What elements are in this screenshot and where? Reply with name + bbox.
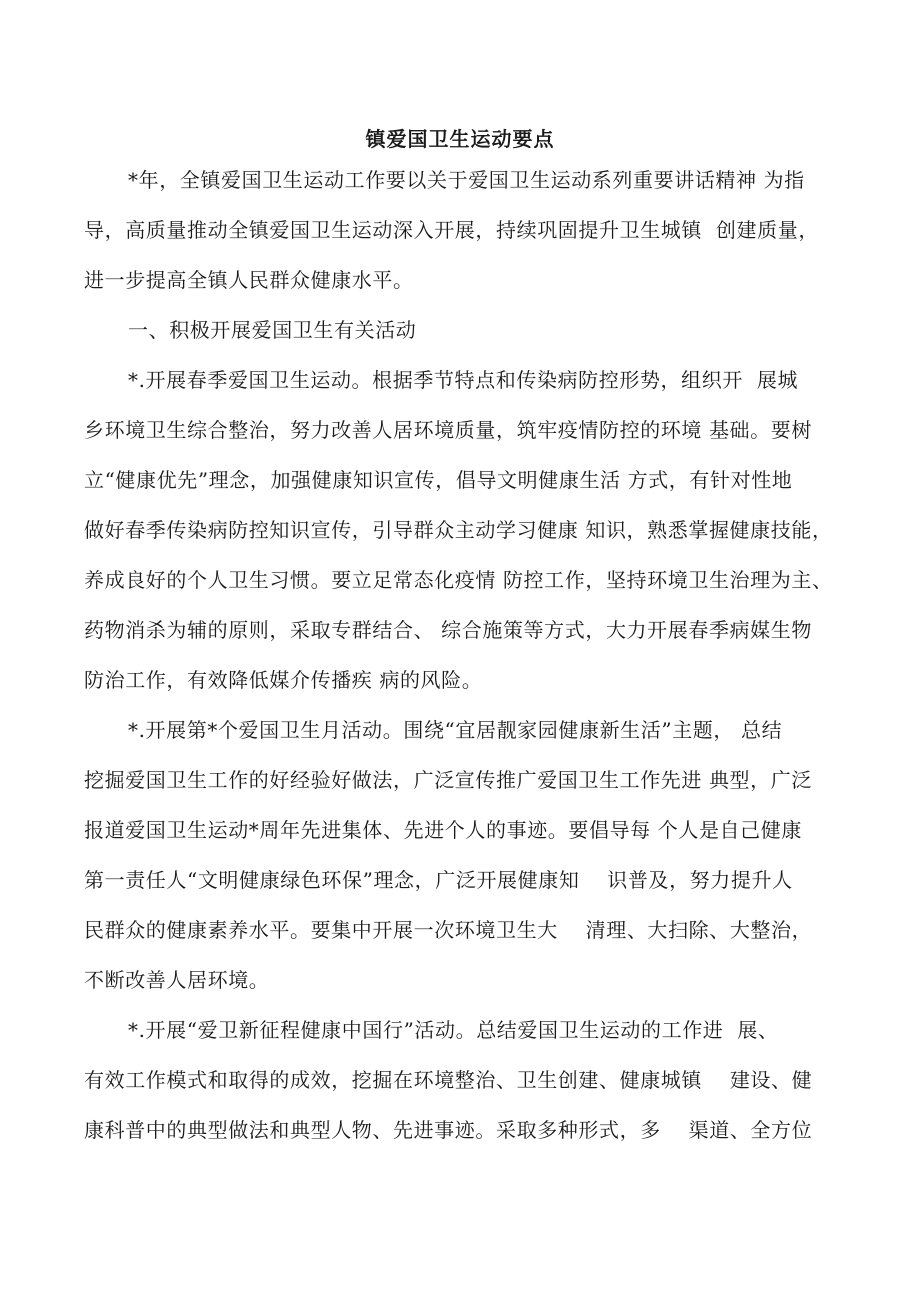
para3-line-2: 有效工作模式和取得的成效，挖掘在环境整治、卫生创建、健康城镇 建设、健 — [84, 1068, 813, 1092]
para3-line-3: 康科普中的典型做法和典型人物、先进事迹。采取多种形式，多 渠道、全方位 — [84, 1118, 813, 1142]
document-title: 镇爱国卫生运动要点 — [365, 127, 555, 151]
para2-line-6: 不断改善人居环境。 — [84, 968, 270, 992]
para2-line-2: 挖掘爱国卫生工作的好经验好做法，广泛宣传推广爱国卫生工作先进 典型，广泛 — [84, 768, 812, 792]
para3-line-1: *.开展“爱卫新征程健康中国行”活动。总结爱国卫生运动的工作进 展、 — [128, 1018, 779, 1042]
para1-line-7: 防治工作，有效降低媒介传播疾 病的风险。 — [84, 668, 483, 692]
para1-line-3: 立“健康优先”理念，加强健康知识宣传，倡导文明健康生活 方式，有针对性地 — [84, 468, 793, 492]
para2-line-4: 第一责任人“文明健康绿色环保”理念，广泛开展健康知 识普及，努力提升人 — [84, 868, 793, 892]
section-heading-1: 一、积极开展爱国卫生有关活动 — [128, 318, 417, 342]
intro-line-3: 进一步提高全镇人民群众健康水平。 — [84, 268, 414, 292]
intro-line-2: 导，高质量推动全镇爱国卫生运动深入开展，持续巩固提升卫生城镇 创建质量， — [84, 218, 819, 242]
intro-line-1: *年，全镇爱国卫生运动工作要以关于爱国卫生运动系列重要讲话精神 为指 — [128, 168, 805, 192]
para1-line-6: 药物消杀为辅的原则，采取专群结合、 综合施策等方式，大力开展春季病媒生物 — [84, 618, 812, 642]
para1-line-1: *.开展春季爱国卫生运动。根据季节特点和传染病防控形势，组织开 展城 — [128, 368, 799, 392]
para2-line-5: 民群众的健康素养水平。要集中开展一次环境卫生大 清理、大扫除、大整治， — [84, 918, 813, 942]
para2-line-3: 报道爱国卫生运动*周年先进集体、先进个人的事迹。要倡导每 个人是自己健康 — [84, 818, 802, 842]
para1-line-2: 乡环境卫生综合整治，努力改善人居环境质量，筑牢疫情防控的环境 基础。要树 — [84, 418, 812, 442]
para1-line-5: 养成良好的个人卫生习惯。要立足常态化疫情 防控工作，坚持环境卫生治理为主、 — [84, 568, 833, 592]
para2-line-1: *.开展第*个爱国卫生月活动。围绕“宜居靓家园健康新生活”主题， 总结 — [128, 718, 783, 742]
para1-line-4: 做好春季传染病防控知识宣传，引导群众主动学习健康 知识，熟悉掌握健康技能， — [84, 518, 833, 542]
